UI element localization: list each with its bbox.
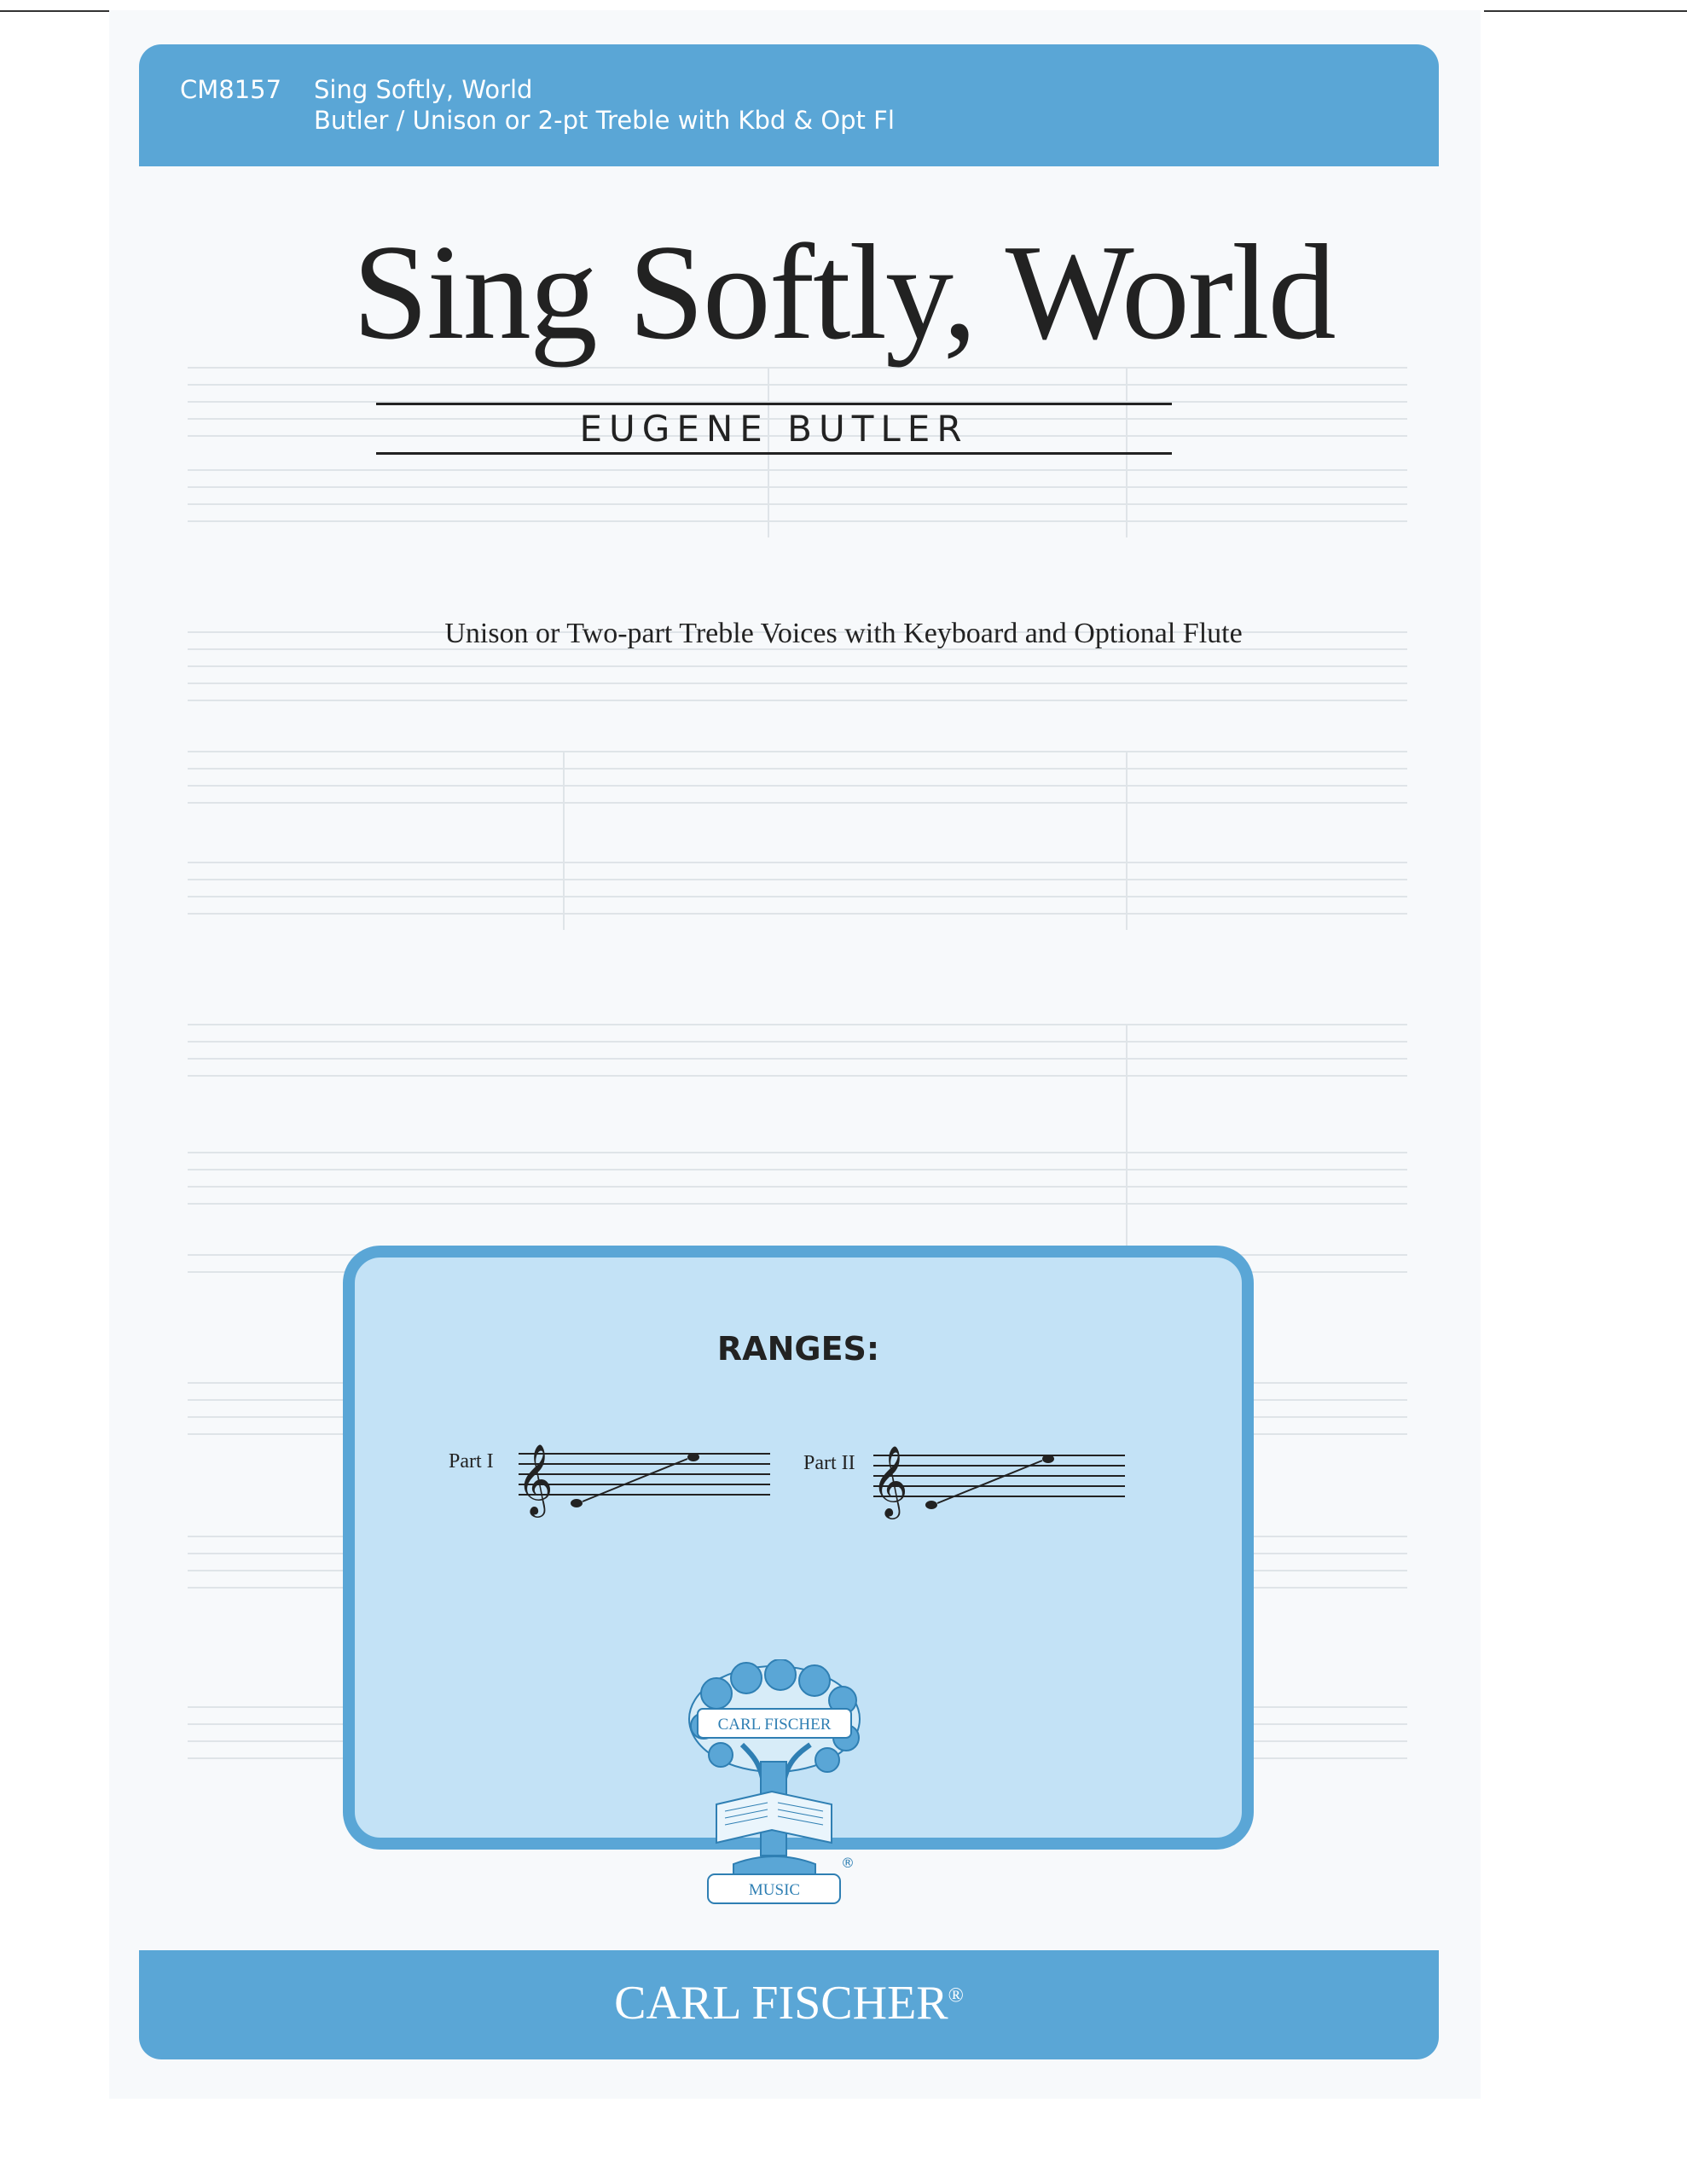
composer-rule-bottom <box>376 452 1172 455</box>
header-band <box>139 44 1439 166</box>
composer-name: EUGENE BUTLER <box>579 408 969 450</box>
catalog-number: CM8157 <box>180 75 282 104</box>
page-edge-right <box>1484 10 1687 12</box>
bleed-through-staff-3 <box>188 751 1407 930</box>
part-2-range-staff <box>865 1430 1129 1524</box>
part-1-range-staff <box>510 1428 774 1522</box>
high-note <box>1042 1455 1054 1463</box>
part-2-label: Part II <box>803 1452 855 1474</box>
logo-text-top: CARL FISCHER <box>717 1716 832 1734</box>
publisher-name <box>139 1976 1439 2030</box>
publisher-logo <box>682 1659 866 1915</box>
high-note <box>687 1453 699 1461</box>
publisher-name-text: CARL FISCHER <box>614 1977 948 2030</box>
page-edge-left <box>0 10 115 12</box>
voicing-description: Unison or Two-part Treble Voices with Keyboard and Optional Flute <box>444 618 1243 649</box>
part-1-label: Part I <box>449 1450 494 1472</box>
treble-clef-icon: 𝄞 <box>517 1443 554 1514</box>
low-note <box>925 1501 937 1509</box>
treble-clef-icon: 𝄞 <box>872 1444 908 1516</box>
footer-band <box>139 1950 1439 2059</box>
registered-mark: ® <box>948 1984 964 2007</box>
composer-rule-top <box>376 403 1172 405</box>
logo-text-bottom: MUSIC <box>748 1881 801 1899</box>
registered-mark-icon: ® <box>841 1855 855 1871</box>
ranges-heading: RANGES: <box>716 1330 880 1368</box>
page-title: Sing Softly, World <box>352 216 1335 368</box>
header-subtitle: Butler / Unison or 2-pt Treble with Kbd & Opt Fl <box>314 106 895 135</box>
low-note <box>571 1499 583 1507</box>
header-title: Sing Softly, World <box>314 75 533 104</box>
